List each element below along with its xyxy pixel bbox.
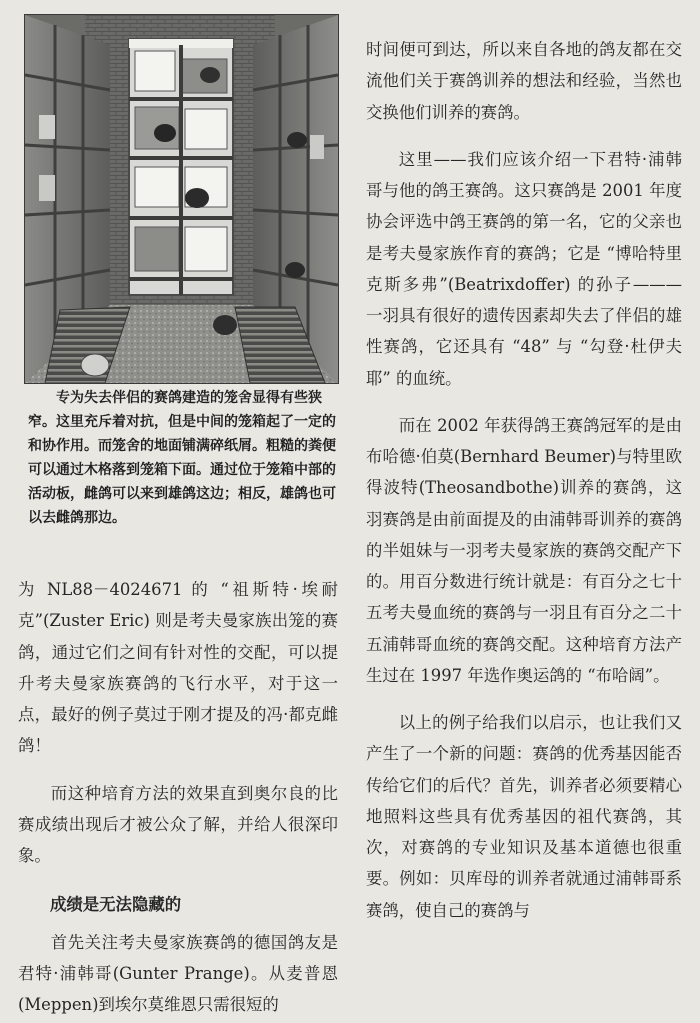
right-paragraph-2: 这里——我们应该介绍一下君特·浦韩哥与他的鸽王赛鸽。这只赛鸽是 2001 年度协会评选中鸽王赛鸽的第一名，它的父亲也是考夫曼家族作育的赛鸽；它是 “博哈特里克斯多弗”(Beatrixdoffer) 的孙子———一羽具有很好的遗传因素却失去了伴侣的雄性赛鸽，它还具有 “48” 与 “勾登·杜伊夫耶” 的血统。 bbox=[366, 149, 682, 388]
left-paragraph-3: 首先关注考夫曼家族赛鸽的德国鸽友是君特·浦韩哥(Gunter Prange)。从麦普恩(Meppen)到埃尔莫维恩只需很短的 bbox=[18, 932, 338, 1014]
loft-photo-graphic bbox=[25, 15, 338, 383]
loft-photo bbox=[24, 14, 339, 384]
right-paragraph-3: 而在 2002 年获得鸽王赛鸽冠军的是由布哈德·伯莫(Bernhard Beumer)与特里欧得波特(Theosandbothe)训养的赛鸽，这羽赛鸽是由前面提及的由浦韩哥训养的赛鸽的半姐妹与一羽考夫曼家族的赛鸽交配产下的。用百分数进行统计就是：有百分之七十五考夫曼血统的赛鸽与一羽且有百分之二十五浦韩哥血统的赛鸽交配。这种培育方法产生过在 1997 年选作奥运鸽的 “布哈阔”。 bbox=[366, 415, 682, 685]
right-paragraph-1: 时间便可到达，所以来自各地的鸽友都在交流他们关于赛鸽训养的想法和经验，当然也交换他们训养的赛鸽。 bbox=[366, 40, 682, 122]
section-heading: 成绩是无法隐藏的 bbox=[50, 895, 182, 915]
right-paragraph-4: 以上的例子给我们以启示，也让我们又产生了一个新的问题：赛鸽的优秀基因能否传给它们的后代？首先，训养者必须要精心地照料这些具有优秀基因的祖代赛鸽，其次，对赛鸽的专业知识及基本道德也很重要。例如：贝库母的训养者就通过浦韩哥系赛鸽，使自己的赛鸽与 bbox=[366, 713, 682, 920]
right-column bbox=[366, 34, 682, 926]
left-paragraph-2: 而这种培育方法的效果直到奥尔良的比赛成绩出现后才被公众了解，并给人很深印象。 bbox=[18, 783, 338, 865]
left-column bbox=[18, 574, 338, 1020]
figure-caption bbox=[28, 386, 346, 531]
caption-text: 专为失去伴侣的赛鸽建造的笼舍显得有些狭窄。这里充斥着对抗，但是中间的笼箱起了一定的和协作用。而笼舍的地面铺满碎纸屑。粗糙的粪便可以通过木格落到笼箱下面。通过位于笼箱中部的活动板，雌鸽可以来到雄鸽这边；相反，雄鸽也可以去雌鸽那边。 bbox=[28, 390, 336, 527]
left-paragraph-1: 为 NL88－4024671 的 “祖斯特·埃耐克”(Zuster Eric) 则是考夫曼家族出笼的赛鸽，通过它们之间有针对性的交配，可以提升考夫曼家族赛鸽的飞行水平，对于这一点，最好的例子莫过于刚才提及的冯·都克雌鸽！ bbox=[18, 580, 338, 756]
